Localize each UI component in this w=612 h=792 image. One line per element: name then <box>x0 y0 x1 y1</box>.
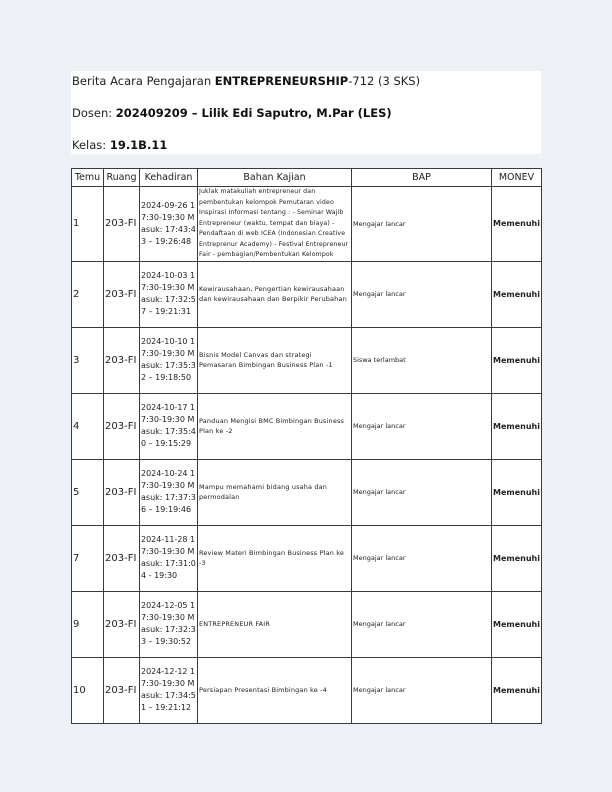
cell-monev: Memenuhi <box>492 591 542 657</box>
table-header-row <box>72 169 542 187</box>
course-name: ENTREPRENEURSHIP <box>214 74 349 88</box>
cell-bap: Mengajar lancar <box>352 261 492 327</box>
cell-kehadiran: 2024-12-12 17:30-19:30 Masuk: 17:34:51 – 19:21:12 <box>140 657 198 723</box>
cell-monev: Memenuhi <box>492 657 542 723</box>
column-header-bap: BAP <box>352 169 492 187</box>
cell-bap: Mengajar lancar <box>352 393 492 459</box>
cell-ruang: 203-FI <box>104 327 140 393</box>
cell-bap: Mengajar lancar <box>352 657 492 723</box>
lecturer-line <box>72 106 392 120</box>
cell-temu: 3 <box>72 327 104 393</box>
cell-bap: Mengajar lancar <box>352 591 492 657</box>
cell-monev: Memenuhi <box>492 393 542 459</box>
table-row <box>72 657 542 723</box>
cell-kehadiran: 2024-09-26 17:30-19:30 Masuk: 17:43:43 – 19:26:48 <box>140 187 198 262</box>
cell-kehadiran: 2024-11-28 17:30-19:30 Masuk: 17:31:04 - 19:30 <box>140 525 198 591</box>
table-row <box>72 525 542 591</box>
course-suffix: -712 (3 SKS) <box>348 74 421 88</box>
cell-bap: Mengajar lancar <box>352 459 492 525</box>
cell-temu: 9 <box>72 591 104 657</box>
cell-monev: Memenuhi <box>492 459 542 525</box>
cell-ruang: 203-FI <box>104 187 140 262</box>
cell-bahan-kajian: Persiapan Presentasi Bimbingan ke -4 <box>198 657 352 723</box>
column-header-temu: Temu <box>72 169 104 187</box>
cell-ruang: 203-FI <box>104 459 140 525</box>
cell-ruang: 203-FI <box>104 591 140 657</box>
class-value: 19.1B.11 <box>109 138 168 152</box>
table-row <box>72 459 542 525</box>
cell-kehadiran: 2024-12-05 17:30-19:30 Masuk: 17:32:33 – 19:30:52 <box>140 591 198 657</box>
table-row <box>72 591 542 657</box>
column-header-ruang: Ruang <box>104 169 140 187</box>
cell-ruang: 203-FI <box>104 657 140 723</box>
table-row <box>72 327 542 393</box>
cell-kehadiran: 2024-10-03 17:30-19:30 Masuk: 17:32:57 – 19:21:31 <box>140 261 198 327</box>
cell-bahan-kajian: Kewirausahaan, Pengertian kewirausahaan dan kewirausahaan dan Berpikir Perubahan <box>198 261 352 327</box>
cell-ruang: 203-FI <box>104 525 140 591</box>
class-label: Kelas: <box>72 138 107 152</box>
cell-kehadiran: 2024-10-10 17:30-19:30 Masuk: 17:35:32 – 19:18:50 <box>140 327 198 393</box>
cell-bap: Mengajar lancar <box>352 187 492 262</box>
cell-monev: Memenuhi <box>492 525 542 591</box>
table-row <box>72 393 542 459</box>
cell-bahan-kajian: Mampu memahami bidang usaha dan permodalan <box>198 459 352 525</box>
cell-ruang: 203-FI <box>104 261 140 327</box>
cell-temu: 5 <box>72 459 104 525</box>
title-prefix: Berita Acara Pengajaran <box>72 74 212 88</box>
cell-temu: 4 <box>72 393 104 459</box>
table-row <box>72 187 542 262</box>
table-row <box>72 261 542 327</box>
cell-bahan-kajian: Bisnis Model Canvas dan strategi Pemasaran Bimbingan Business Plan -1 <box>198 327 352 393</box>
report-title <box>72 74 420 88</box>
cell-bahan-kajian: Review Materi Bimbingan Business Plan ke -3 <box>198 525 352 591</box>
column-header-bahan-kajian: Bahan Kajian <box>198 169 352 187</box>
cell-bahan-kajian: Panduan Mengisi BMC Bimbingan Business Plan ke -2 <box>198 393 352 459</box>
cell-monev: Memenuhi <box>492 261 542 327</box>
column-header-monev: MONEV <box>492 169 542 187</box>
cell-kehadiran: 2024-10-24 17:30-19:30 Masuk: 17:37:36 – 19:19:46 <box>140 459 198 525</box>
column-header-kehadiran: Kehadiran <box>140 169 198 187</box>
cell-temu: 1 <box>72 187 104 262</box>
cell-temu: 10 <box>72 657 104 723</box>
cell-bahan-kajian: Juklak matakuliah entrepreneur dan pembentukan kelompok Pemutaran video Inspirasi Informasi tentang : - Seminar Wajib Entrepreneur (waktu, tempat dan biaya) - Pendaftaan di web ICEA (Indonesian Creative Entreprenur Academy) - Festival Entrepreneur Fair - pembagian/Pembentukan Kelompok <box>198 187 352 262</box>
attendance-table <box>71 168 542 724</box>
cell-ruang: 203-FI <box>104 393 140 459</box>
lecturer-value: 202409209 – Lilik Edi Saputro, M.Par (LES) <box>115 106 392 120</box>
cell-temu: 2 <box>72 261 104 327</box>
lecturer-label: Dosen: <box>72 106 113 120</box>
cell-temu: 7 <box>72 525 104 591</box>
cell-bap: Siswa terlambat <box>352 327 492 393</box>
cell-monev: Memenuhi <box>492 327 542 393</box>
cell-monev: Memenuhi <box>492 187 542 262</box>
report-header <box>71 71 541 154</box>
cell-bap: Mengajar lancar <box>352 525 492 591</box>
cell-bahan-kajian: ENTREPRENEUR FAIR <box>198 591 352 657</box>
cell-kehadiran: 2024-10-17 17:30-19:30 Masuk: 17:35:40 – 19:15:29 <box>140 393 198 459</box>
class-line <box>72 138 167 152</box>
